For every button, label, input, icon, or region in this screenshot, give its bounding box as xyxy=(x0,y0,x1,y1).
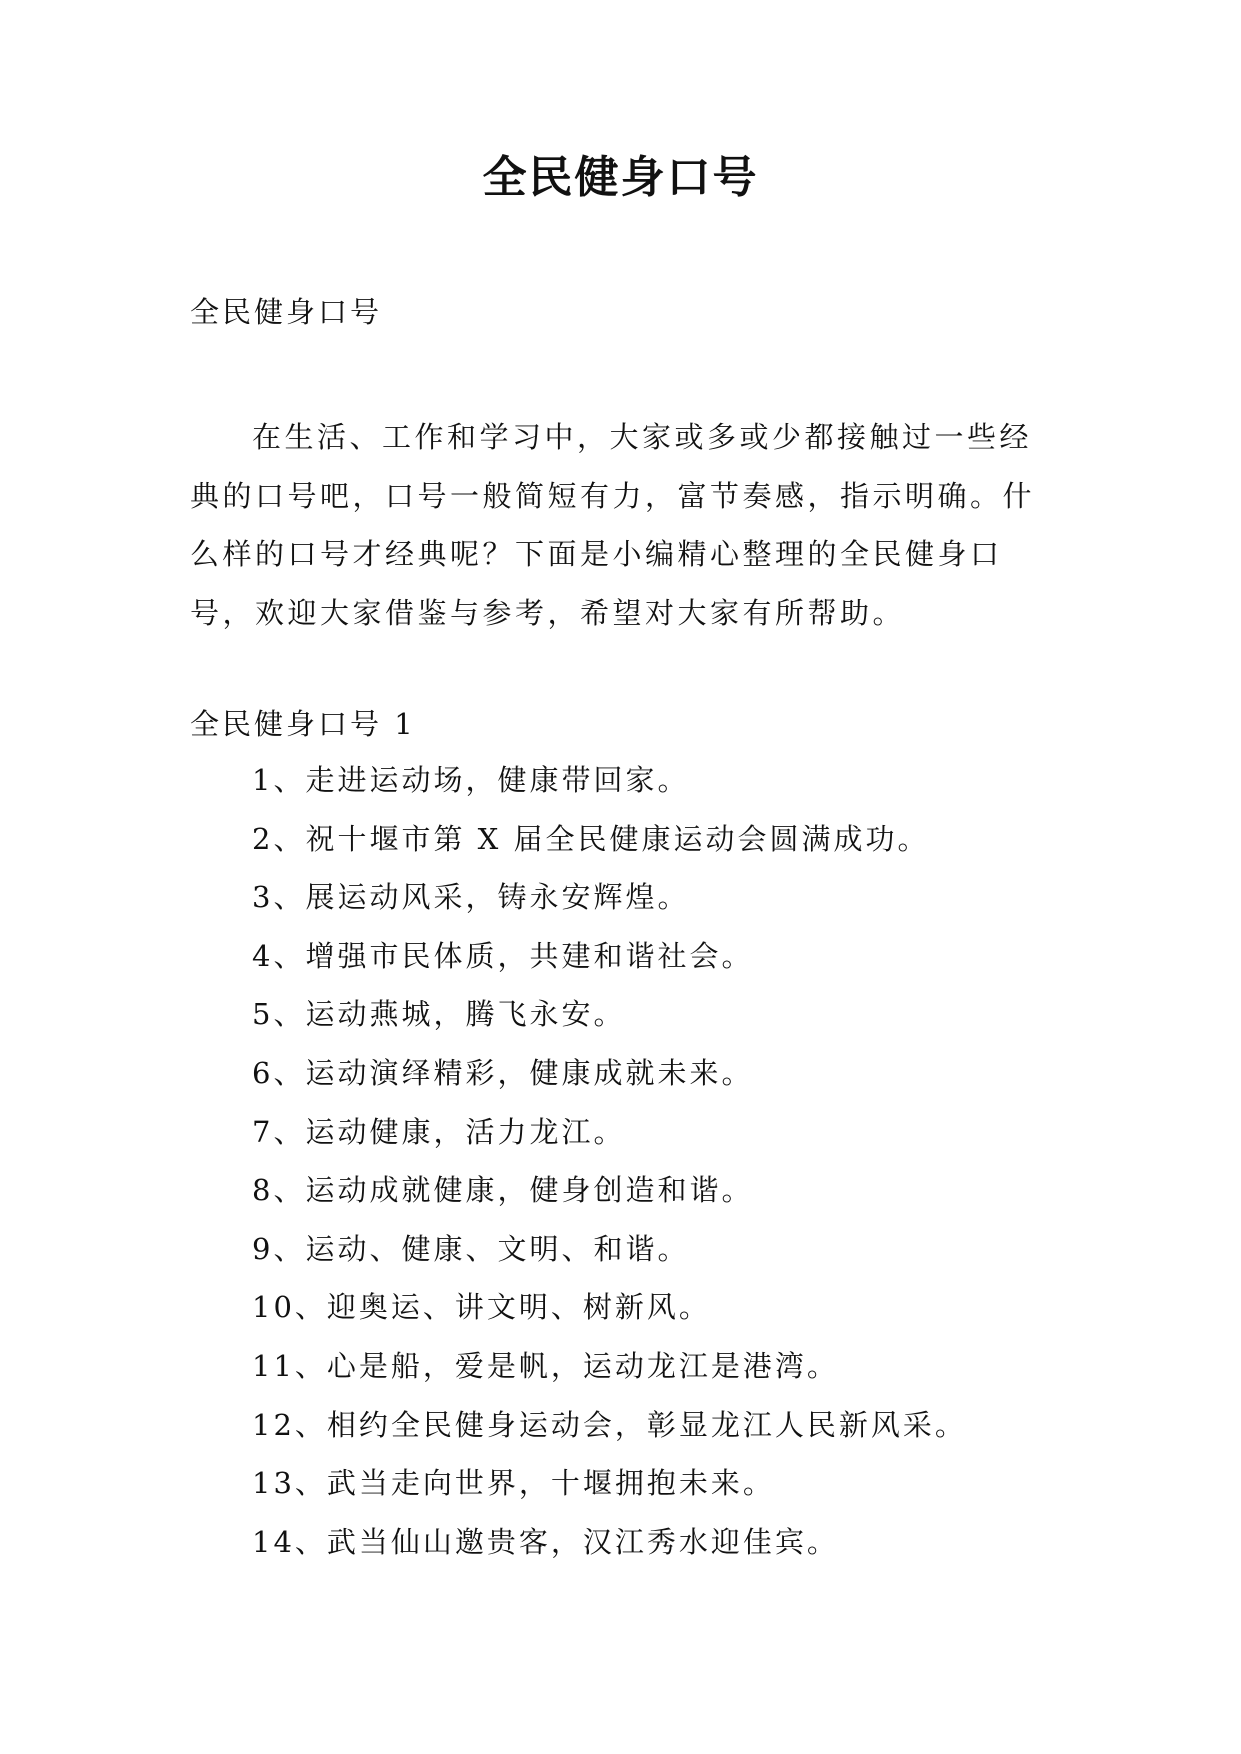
slogan-list xyxy=(252,760,967,1580)
slogan-item: 4、增强市民体质，共建和谐社会。 xyxy=(252,938,754,973)
slogan-item: 5、运动燕城，腾飞永安。 xyxy=(252,997,626,1032)
slogan-item: 12、相约全民健身运动会，彰显龙江人民新风采。 xyxy=(252,1407,967,1442)
slogan-item: 7、运动健康，活力龙江。 xyxy=(252,1114,626,1149)
slogan-item: 1、走进运动场，健康带回家。 xyxy=(252,763,690,797)
slogan-item: 6、运动演绎精彩，健康成就未来。 xyxy=(252,1055,754,1090)
slogan-item: 13、武当走向世界，十堰拥抱未来。 xyxy=(252,1466,775,1501)
slogan-item: 8、运动成就健康，健身创造和谐。 xyxy=(252,1173,754,1208)
slogan-item: 2、祝十堰市第 X 届全民健康运动会圆满成功。 xyxy=(252,821,930,856)
slogan-item: 10、迎奥运、讲文明、树新风。 xyxy=(252,1290,711,1325)
slogan-item: 14、武当仙山邀贵客，汉江秀水迎佳宾。 xyxy=(252,1524,839,1559)
subheading: 全民健身口号 xyxy=(190,295,383,329)
slogan-item: 9、运动、健康、文明、和谐。 xyxy=(252,1231,690,1266)
section-heading: 全民健身口号 1 xyxy=(190,707,416,741)
intro-paragraph: 在生活、工作和学习中，大家或多或少都接触过一些经典的口号吧，口号一般简短有力，富节奏感，指示明确。什么样的口号才经典呢？下面是小编精心整理的全民健身口号，欢迎大家借鉴与参考，希望对大家有所帮助。 xyxy=(190,420,1036,630)
slogan-item: 3、展运动风采，铸永安辉煌。 xyxy=(252,880,690,915)
document-title: 全民健身口号 xyxy=(482,152,759,203)
slogan-item: 11、心是船，爱是帆，运动龙江是港湾。 xyxy=(252,1348,839,1383)
